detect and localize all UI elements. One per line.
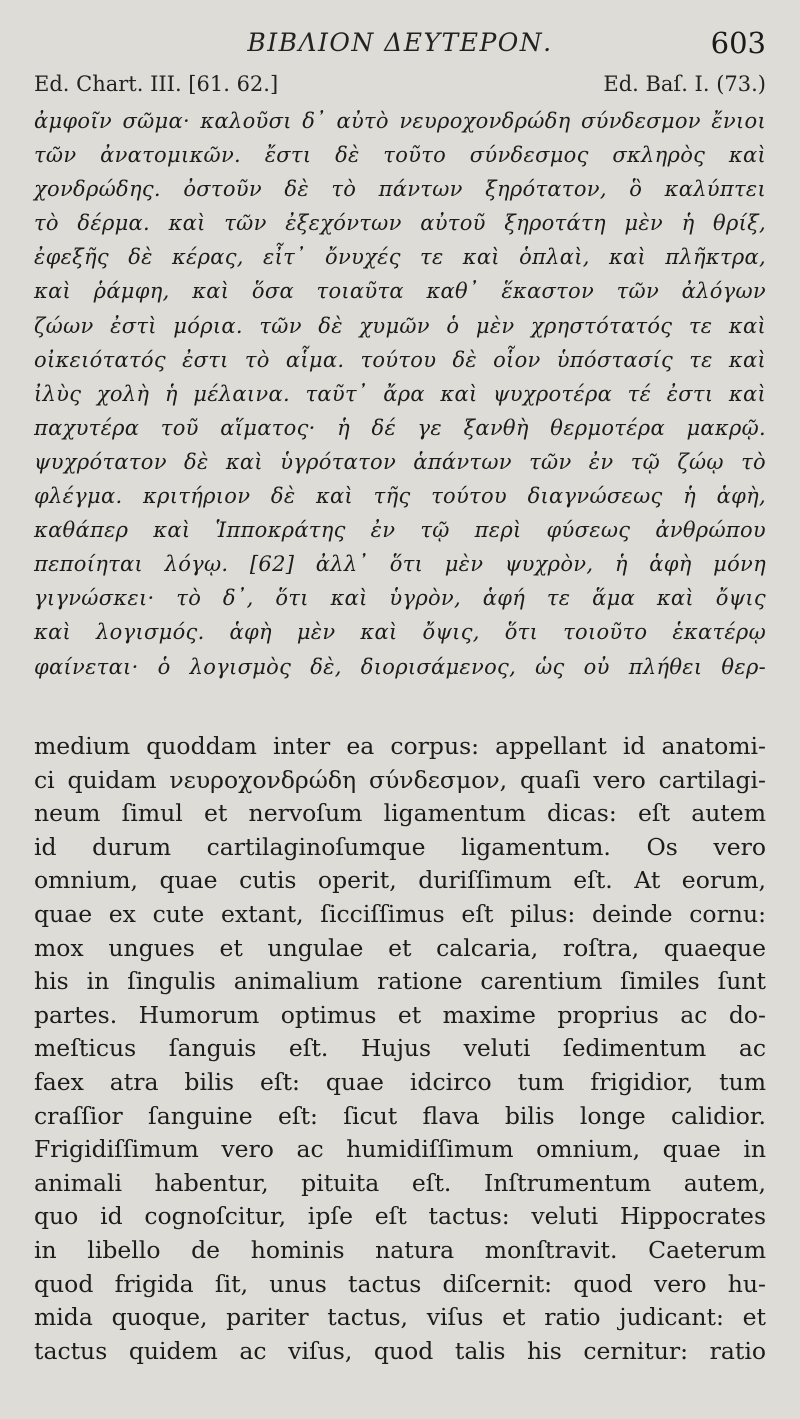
greek-line: τὸ δέρμα. καὶ τῶν ἐξεχόντων αὐτοῦ ξηροτάτη μὲν ἡ θρίξ, [34,211,766,236]
latin-line: ci quidam νευροχονδρώδη σύνδεσμον, quaſi vero cartilagi- [34,765,766,794]
edition-reference-right: Ed. Baſ. I. (73.) [603,72,766,96]
greek-line: τῶν ἀνατομικῶν. ἔστι δὲ τοῦτο σύνδεσμος σκληρὸς καὶ [34,143,766,168]
greek-line: φαίνεται· ὁ λογισμὸς δὲ, διορισάμενος, ὡς οὐ πλήθει θερ- [34,654,766,679]
greek-line: ἀμφοῖν σῶμα· καλοῦσι δ᾽ αὐτὸ νευροχονδρώδη σύνδεσμον ἔνιοι [34,109,766,133]
latin-line: omnium, quae cutis operit, duriſſimum eſt. At eorum, [34,866,766,895]
greek-line: χονδρώδης. ὀστοῦν δὲ τὸ πάντων ξηρότατον, ὃ καλύπτει [34,177,766,202]
latin-line: quod frigida ſit, unus tactus diſcernit: quod vero hu- [34,1269,766,1298]
latin-line: mox ungues et ungulae et calcaria, roſtra, quaeque [34,933,766,962]
latin-line: animali habentur, pituita eſt. Inſtrumentum autem, [34,1168,766,1197]
latin-line: partes. Humorum optimus et maxime proprius ac do- [34,1000,766,1029]
latin-line: craſſior ſanguine eſt: ſicut flava bilis longe calidior. [34,1101,766,1130]
latin-line: tactus quidem ac viſus, quod talis his cernitur: ratio [34,1336,766,1365]
greek-line: φλέγμα. κριτήριον δὲ καὶ τῆς τούτου διαγνώσεως ἡ ἁφὴ, [34,484,766,509]
latin-line: quae ex cute extant, ſicciſſimus eſt pilus: deinde cornu: [34,899,766,928]
greek-line: ἰλὺς χολὴ ἡ μέλαινα. ταῦτ᾽ ἄρα καὶ ψυχροτέρα τέ ἐστι καὶ [34,381,766,406]
latin-line: neum ſimul et nervoſum ligamentum dicas: eſt autem [34,799,766,828]
latin-line: mida quoque, pariter tactus, viſus et ratio judicant: et [34,1303,766,1332]
greek-line: καὶ ῥάμφη, καὶ ὅσα τοιαῦτα καθ᾽ ἕκαστον τῶν ἀλόγων [34,279,766,304]
greek-line: ψυχρότατον δὲ καὶ ὑγρότατον ἁπάντων τῶν ἐν τῷ ζώῳ τὸ [34,449,766,474]
latin-line: id durum cartilaginoſumque ligamentum. Os vero [34,832,766,861]
latin-line: medium quoddam inter ea corpus: appellant id anatomi- [34,732,766,760]
page-number: 603 [710,26,766,60]
running-head: BIBΛΙΟΝ ΔΕΥΤΕΡΟΝ. [247,28,553,57]
latin-text-block [34,730,766,1368]
greek-text-block [34,104,766,684]
latin-line: faex atra bilis eſt: quae idcirco tum frigidior, tum [34,1067,766,1096]
greek-line: καθάπερ καὶ Ἱπποκράτης ἐν τῷ περὶ φύσεως ἀνθρώπου [34,518,766,543]
latin-line: quo id cognoſcitur, ipſe eſt tactus: veluti Hippocrates [34,1202,766,1231]
edition-reference-line [34,72,766,96]
latin-line: in libello de hominis natura monſtravit. Caeterum [34,1235,766,1264]
latin-line: Frigidiſſimum vero ac humidiſſimum omnium, quae in [34,1135,766,1164]
edition-reference-left: Ed. Chart. III. [61. 62.] [34,72,279,96]
greek-line: καὶ λογισμός. ἁφὴ μὲν καὶ ὄψις, ὅτι τοιοῦτο ἑκατέρῳ [34,620,766,645]
greek-line: πεποίηται λόγῳ. [62] ἀλλ᾽ ὅτι μὲν ψυχρὸν, ἡ ἁφὴ μόνη [34,552,766,577]
latin-line: meſticus ſanguis eſt. Hujus veluti ſedimentum ac [34,1034,766,1063]
greek-line: γιγνώσκει· τὸ δ᾽, ὅτι καὶ ὑγρὸν, ἁφή τε ἅμα καὶ ὄψις [34,586,766,611]
latin-line: his in ſingulis animalium ratione carentium ſimiles ſunt [34,967,766,996]
greek-line: ἐφεξῆς δὲ κέρας, εἶτ᾽ ὄνυχές τε καὶ ὁπλαὶ, καὶ πλῆκτρα, [34,245,766,270]
greek-line: οἰκειότατός ἐστι τὸ αἷμα. τούτου δὲ οἷον ὑπόστασίς τε καὶ [34,347,766,372]
greek-line: παχυτέρα τοῦ αἵματος· ἡ δέ γε ξανθὴ θερμοτέρα μακρῷ. [34,415,766,440]
greek-line: ζώων ἐστὶ μόρια. τῶν δὲ χυμῶν ὁ μὲν χρηστότατός τε καὶ [34,313,766,338]
